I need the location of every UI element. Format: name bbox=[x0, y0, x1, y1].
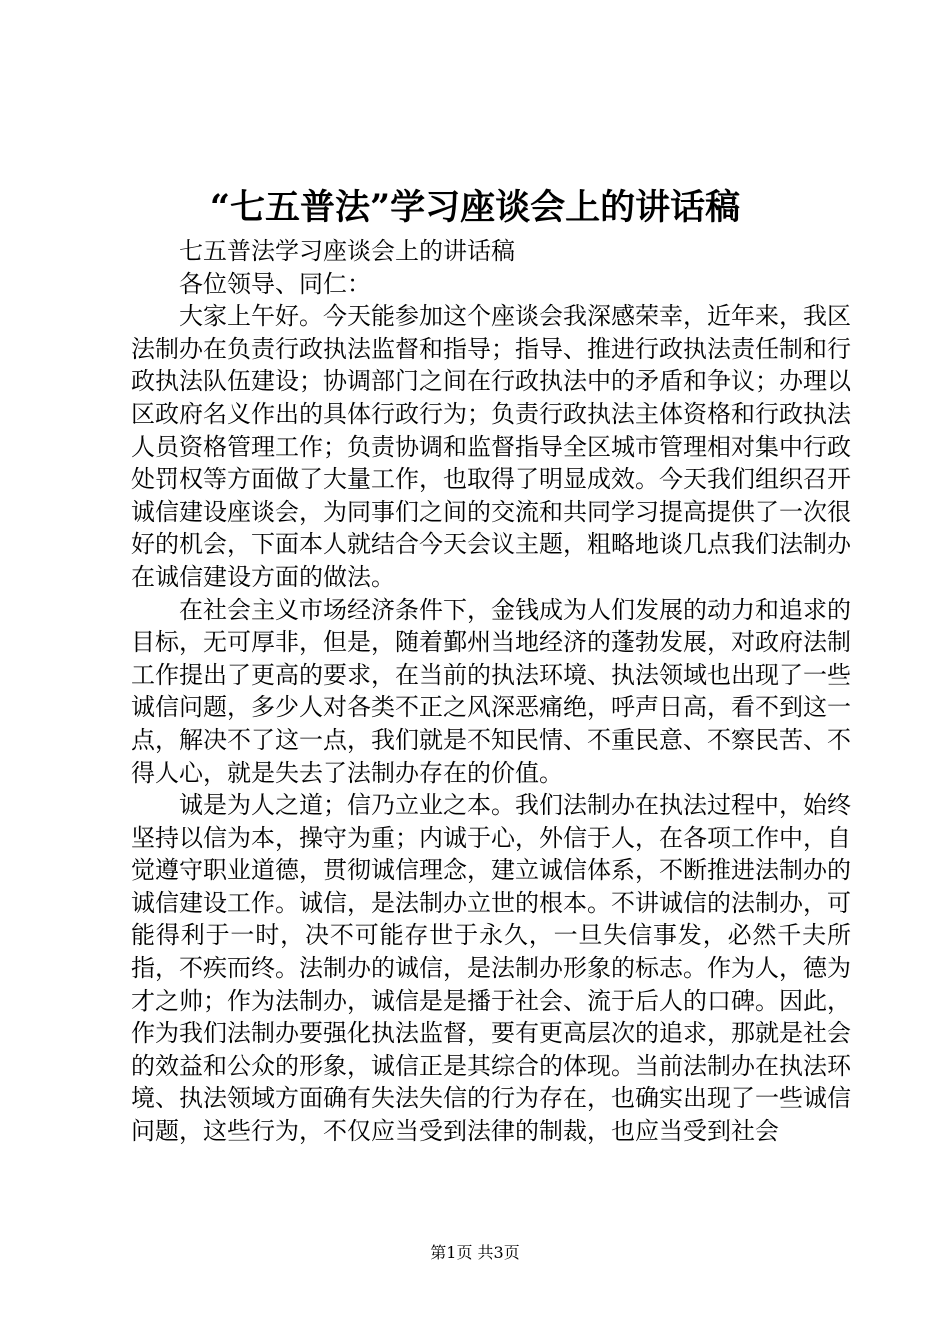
subtitle-paragraph: 七五普法学习座谈会上的讲话稿 bbox=[179, 237, 515, 265]
document-title: “七五普法”学习座谈会上的讲话稿 bbox=[209, 187, 741, 228]
body-paragraph-3: 诚是为人之道；信乃立业之本。我们法制办在执法过程中，始终坚持以信为本，操守为重；内诚于心，外信于人，在各项工作中，自觉遵守职业道德，贯彻诚信理念，建立诚信体系，不断推进法制办的诚信建设工作。诚信，是法制办立世的根本。不讲诚信的法制办，可能得利于一时，决不可能存世于永久，一旦失信事发，必然千夫所指，不疾而终。法制办的诚信，是法制办形象的标志。作为人，德为才之帅；作为法制办，诚信是是播于社会、流于后人的口碑。因此，作为我们法制办要强化执法监督，要有更高层次的追求，那就是社会的效益和公众的形象，诚信正是其综合的体现。当前法制办在执法环境、执法领域方面确有失法失信的行为存在，也确实出现了一些诚信问题，这些行为，不仅应当受到法律的制裁，也应当受到社会 bbox=[131, 791, 851, 1146]
body-paragraph-2: 在社会主义市场经济条件下，金钱成为人们发展的动力和追求的目标，无可厚非，但是，随着鄞州当地经济的蓬勃发展，对政府法制工作提出了更高的要求，在当前的执法环境、执法领域也出现了一些诚信问题，多少人对各类不正之风深恶痛绝，呼声日高，看不到这一点，解决不了这一点，我们就是不知民情、不重民意、不察民苦、不得人心，就是失去了法制办存在的价值。 bbox=[131, 595, 851, 787]
page-number-footer: 第1页 共3页 bbox=[430, 1243, 520, 1262]
salutation-paragraph: 各位领导、同仁： bbox=[179, 269, 371, 298]
body-paragraph-1: 大家上午好。今天能参加这个座谈会我深感荣幸，近年来，我区法制办在负责行政执法监督和指导；指导、推进行政执法责任制和行政执法队伍建设；协调部门之间在行政执法中的矛盾和争议；办理以区政府名义作出的具体行政行为；负责行政执法主体资格和行政执法人员资格管理工作；负责协调和监督指导全区城市管理相对集中行政处罚权等方面做了大量工作，也取得了明显成效。今天我们组织召开诚信建设座谈会，为同事们之间的交流和共同学习提高提供了一次很好的机会，下面本人就结合今天会议主题，粗略地谈几点我们法制办在诚信建设方面的做法。 bbox=[131, 302, 851, 591]
document-body bbox=[131, 235, 851, 1148]
